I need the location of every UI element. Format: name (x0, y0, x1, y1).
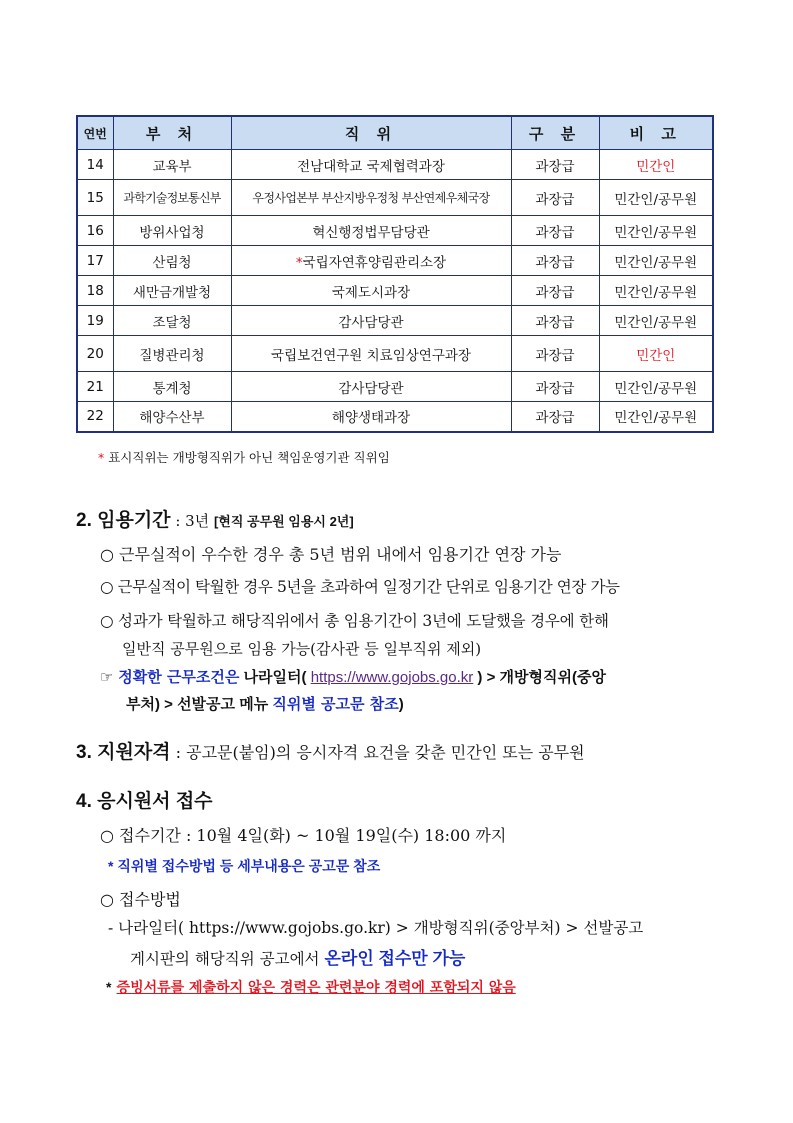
section-3-heading (76, 737, 585, 764)
row-position (231, 336, 511, 372)
section-4-title: 4. 응시원서 접수 (76, 791, 213, 812)
row-position (231, 150, 511, 180)
table-row (77, 306, 713, 336)
row-position (231, 276, 511, 306)
position-star: * (295, 254, 303, 271)
table-row (77, 216, 713, 246)
row-dept: 방위사업청 (113, 216, 231, 246)
section-3-title: 3. 지원자격 (76, 742, 171, 763)
section-2-heading (76, 505, 354, 532)
row-no: 21 (77, 372, 113, 402)
row-dept: 질병관리청 (113, 336, 231, 372)
position-table (76, 115, 714, 433)
row-position (231, 246, 511, 276)
table-header-row (77, 116, 713, 150)
row-note: 민간인/공무원 (599, 402, 713, 432)
position-text: 해양생태과장 (331, 410, 411, 427)
table-row (77, 150, 713, 180)
section-2-bullet-2: ○ 근무실적이 탁월한 경우 5년을 초과하여 일정기간 단위로 임용기간 연장 가능 (100, 578, 620, 596)
position-text: 감사담당관 (338, 314, 404, 331)
section-4-bullet-method: ○ 접수방법 (100, 890, 181, 909)
row-note: 민간인/공무원 (599, 276, 713, 306)
footnote-star: * (98, 450, 105, 465)
reference-site: 나라일터( (239, 669, 311, 686)
row-dept: 교육부 (113, 150, 231, 180)
header-note: 비 고 (599, 116, 713, 150)
section-4-method-path: - 나라일터( https://www.gojobs.go.kr) > 개방형직위(중앙부처) > 선발공고 (108, 919, 644, 937)
row-note: 민간인 (599, 150, 713, 180)
method-board: 게시판의 해당직위 공고에서 (130, 950, 325, 968)
row-no: 19 (77, 306, 113, 336)
row-dept: 산림청 (113, 246, 231, 276)
row-position (231, 216, 511, 246)
position-text: 우정사업본부 부산지방우정청 부산연제우체국장 (252, 191, 490, 205)
gojobs-link[interactable]: https://www.gojobs.go.kr (310, 669, 474, 686)
row-position (231, 372, 511, 402)
row-grade: 과장급 (511, 150, 599, 180)
warning-star: * (106, 979, 112, 995)
header-dept: 부 처 (113, 116, 231, 150)
header-grade: 구 분 (511, 116, 599, 150)
section-2-reference-cont (126, 693, 404, 714)
row-note: 민간인/공무원 (599, 372, 713, 402)
row-grade: 과장급 (511, 180, 599, 216)
footnote-text: 표시직위는 개방형직위가 아닌 책임운영기관 직위임 (104, 450, 390, 465)
row-note: 민간인/공무원 (599, 180, 713, 216)
section-2-bullet-3: ○ 성과가 탁월하고 해당직위에서 총 임용기간이 3년에 도달했을 경우에 한해 (100, 612, 609, 630)
section-2-title: 2. 임용기간 (76, 510, 171, 531)
row-note: 민간인/공무원 (599, 246, 713, 276)
section-4-warning (106, 977, 516, 997)
row-grade: 과장급 (511, 246, 599, 276)
row-grade: 과장급 (511, 216, 599, 246)
row-no: 14 (77, 150, 113, 180)
header-no: 연번 (77, 116, 113, 150)
row-no: 18 (77, 276, 113, 306)
position-text: 국립자연휴양림관리소장 (302, 254, 447, 271)
row-position (231, 402, 511, 432)
row-position (231, 180, 511, 216)
row-dept: 통계청 (113, 372, 231, 402)
row-note: 민간인 (599, 336, 713, 372)
reference-highlight: 정확한 근무조건은 (118, 668, 240, 686)
section-4-note: * 직위별 접수방법 등 세부내용은 공고문 참조 (108, 858, 381, 874)
position-text: 국립보건연구원 치료임상연구과장 (271, 347, 471, 364)
table-footnote (98, 448, 390, 466)
row-no: 22 (77, 402, 113, 432)
row-no: 20 (77, 336, 113, 372)
section-2-bullet-3-cont: 일반직 공무원으로 임용 가능(감사관 등 일부직위 제외) (122, 640, 482, 658)
table-row (77, 246, 713, 276)
row-dept: 과학기술정보통신부 (113, 180, 231, 216)
row-grade: 과장급 (511, 306, 599, 336)
reference-notice: 직위별 공고문 참조 (272, 695, 399, 713)
reference-path: ) > 개방형직위(중앙 (473, 669, 606, 686)
row-note: 민간인/공무원 (599, 306, 713, 336)
table-row (77, 180, 713, 216)
row-grade: 과장급 (511, 372, 599, 402)
section-2-bracket: [현직 공무원 임용시 2년] (213, 514, 354, 529)
table-row (77, 336, 713, 372)
reference-menu: 부처) > 선발공고 메뉴 (126, 696, 273, 713)
position-text: 전남대학교 국제협력과장 (297, 158, 445, 175)
section-2-term: : 3년 (170, 512, 214, 530)
section-4-bullet-period: ○ 접수기간 : 10월 4일(화) ~ 10월 19일(수) 18:00 까지 (100, 826, 507, 845)
row-grade: 과장급 (511, 336, 599, 372)
row-grade: 과장급 (511, 402, 599, 432)
table-row (77, 276, 713, 306)
row-dept: 조달청 (113, 306, 231, 336)
section-4-method-cont (130, 944, 465, 969)
reference-close: ) (398, 696, 404, 713)
section-2-bullet-1: ○ 근무실적이 우수한 경우 총 5년 범위 내에서 임용기간 연장 가능 (100, 545, 562, 564)
row-dept: 새만금개발청 (113, 276, 231, 306)
row-dept: 해양수산부 (113, 402, 231, 432)
position-text: 혁신행정법무담당관 (312, 224, 430, 241)
pointing-hand-icon: ☞ (100, 668, 114, 686)
section-2-reference (100, 666, 606, 687)
row-no: 15 (77, 180, 113, 216)
section-3-text: : 공고문(붙임)의 응시자격 요건을 갖춘 민간인 또는 공무원 (170, 743, 585, 762)
header-position: 직 위 (231, 116, 511, 150)
row-no: 16 (77, 216, 113, 246)
row-grade: 과장급 (511, 276, 599, 306)
row-no: 17 (77, 246, 113, 276)
position-text: 감사담당관 (338, 380, 404, 397)
row-position (231, 306, 511, 336)
table-row (77, 372, 713, 402)
table-row (77, 402, 713, 432)
online-only: 온라인 접수만 가능 (324, 949, 466, 968)
warning-text: 증빙서류를 제출하지 않은 경력은 관련분야 경력에 포함되지 않음 (116, 980, 516, 996)
position-text: 국제도시과장 (331, 284, 411, 301)
row-note: 민간인/공무원 (599, 216, 713, 246)
